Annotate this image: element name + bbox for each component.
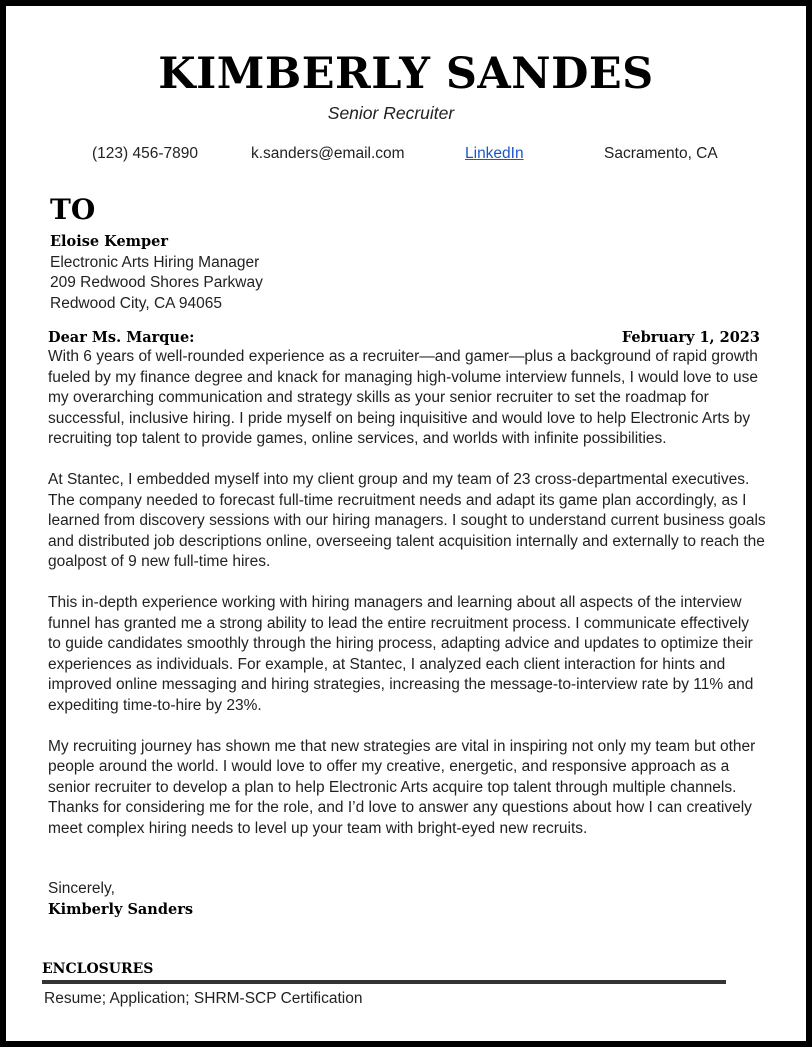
- linkedin-link[interactable]: LinkedIn: [465, 145, 524, 162]
- contact-location: Sacramento, CA: [604, 145, 718, 162]
- recipient-city: Redwood City, CA 94065: [50, 294, 223, 312]
- contact-phone: (123) 456-7890: [92, 145, 198, 162]
- letter-body: [48, 347, 766, 860]
- paragraph: My recruiting journey has shown me that new strategies are vital in inspiring not only my team but other people around the world. I would love to offer my creative, energetic, and responsive approach as a senior recruiter to develop a plan to help Electronic Arts acquire top talent through multiple channels. Thanks for considering me for the role, and I’d love to answer any questions about how I can creatively meet complex hiring needs to level up your team with bright-eyed new recruits.: [48, 737, 756, 837]
- candidate-title: Senior Recruiter: [327, 103, 455, 123]
- signature-name: Kimberly Sanders: [48, 901, 194, 918]
- candidate-name: KIMBERLY SANDES: [158, 49, 654, 99]
- recipient-block: [50, 232, 263, 314]
- letter-date: February 1, 2023: [621, 329, 760, 346]
- recipient-street: 209 Redwood Shores Parkway: [50, 274, 263, 291]
- recipient-role: Electronic Arts Hiring Manager: [50, 253, 260, 271]
- paragraph: With 6 years of well-rounded experience as a recruiter—and gamer—plus a background of rapid growth fueled by my finance degree and knack for managing high-volume interview funnels, I would love to use my overarching communication and strategy skills as your senior recruiter to set the roadmap for successful, inclusive hiring. I pride myself on being inquisitive and would love to help Electronic Arts by recruiting top talent to provide games, online services, and worlds with infinite possibilities.: [48, 348, 758, 447]
- enclosures-list: Resume; Application; SHRM-SCP Certification: [44, 990, 363, 1007]
- contact-email: k.sanders@email.com: [251, 145, 405, 162]
- closing: Sincerely,: [48, 880, 115, 897]
- recipient-name: Eloise Kemper: [50, 233, 169, 250]
- paragraph: At Stantec, I embedded myself into my client group and my team of 23 cross-departmental executives. The company needed to forecast full-time recruitment needs and adapt its game plan accordingly, as I learned from discovery sessions with our hiring managers. I sought to understand current business goals and distributed job descriptions online, overseeing talent acquisition internally and externally to reach the goalpost of 9 new full-time hires.: [48, 471, 766, 570]
- salutation: Dear Ms. Marque:: [48, 329, 195, 346]
- enclosures-heading: ENCLOSURES: [42, 961, 154, 977]
- paragraph: This in-depth experience working with hiring managers and learning about all aspects of the interview funnel has granted me a strong ability to lead the entire recruitment process. I communicate effectively to guide candidates smoothly through the hiring process, adapting advice and updates to optimize their experiences as individuals. For example, at Stantec, I analyzed each client interaction for hints and improved online messaging and hiring strategies, increasing the message-to-interview rate by 11% and expediting time-to-hire by 23%.: [48, 594, 754, 714]
- section-divider: [42, 980, 726, 984]
- recipient-heading: TO: [50, 193, 96, 226]
